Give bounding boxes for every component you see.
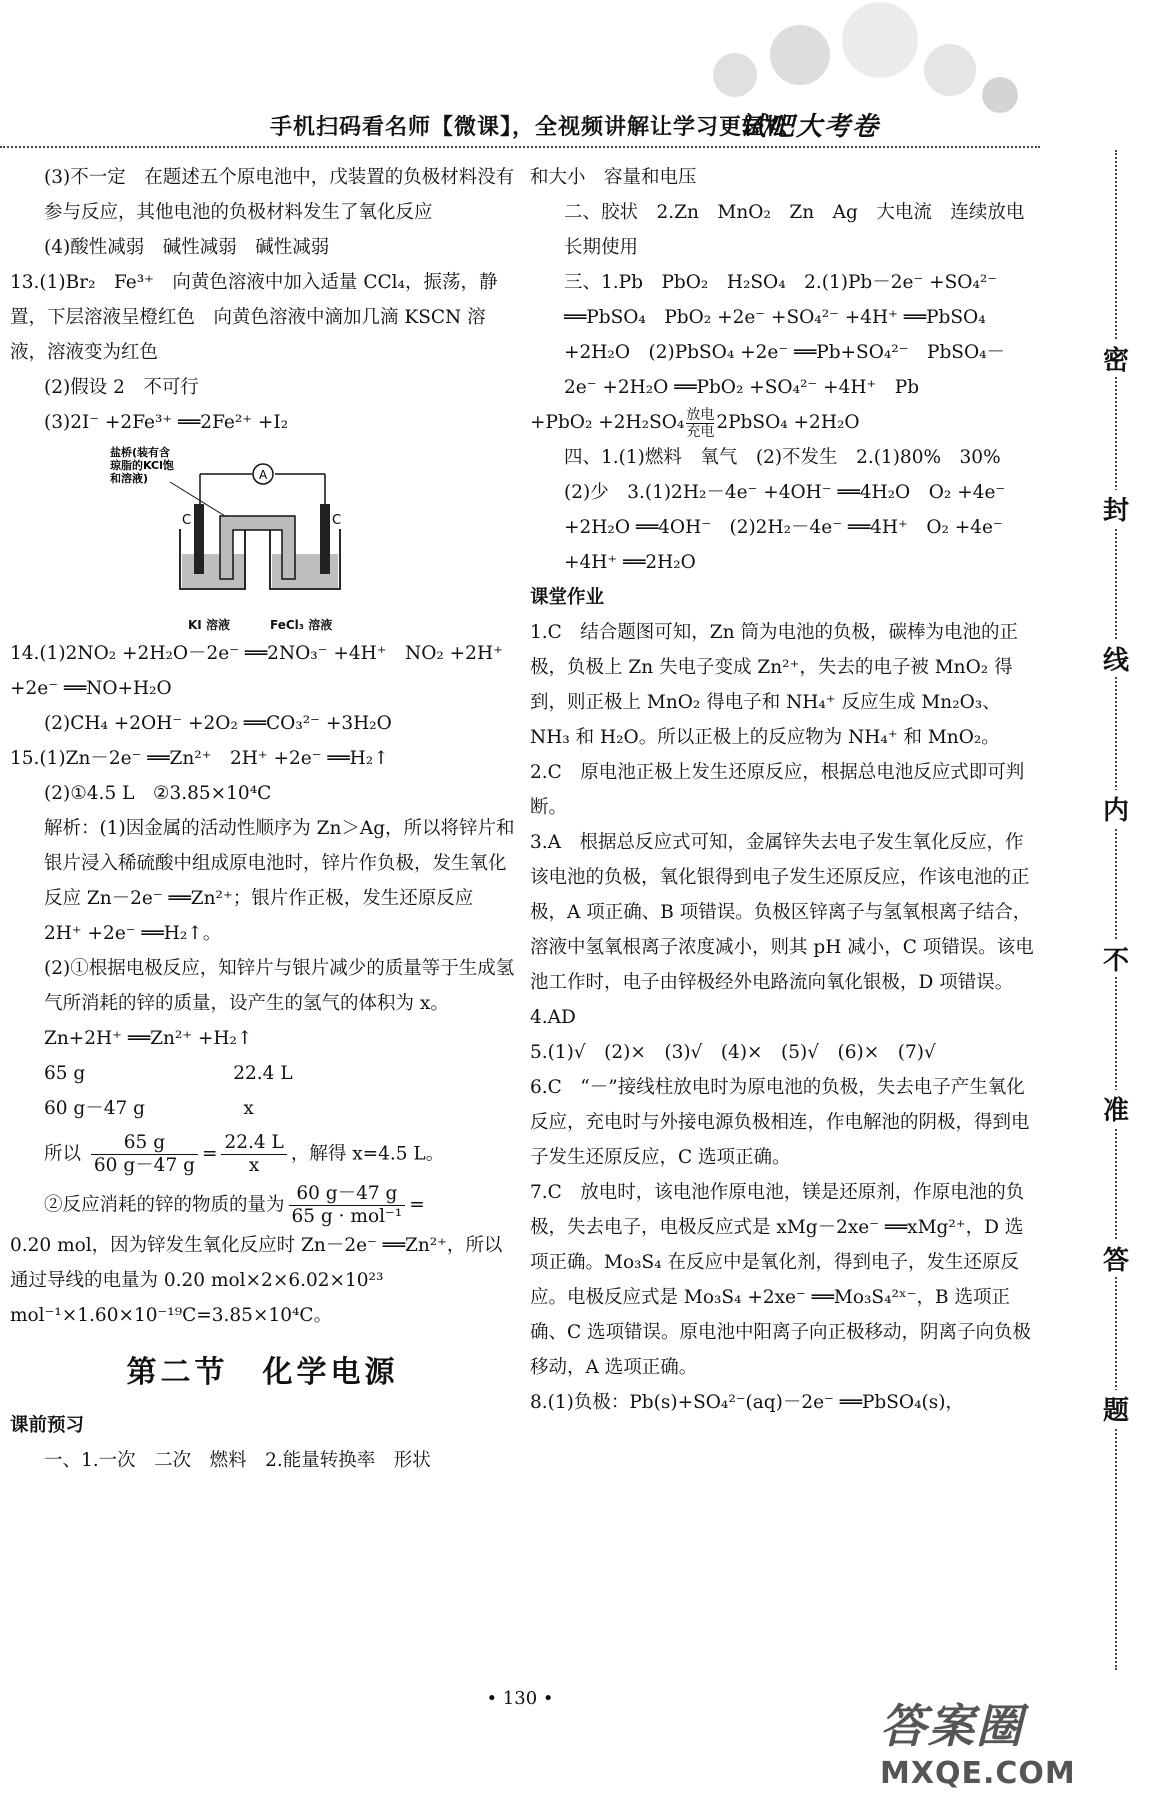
- binding-char: 题: [1090, 1390, 1142, 1427]
- svg-text:琼脂的KCl饱: 琼脂的KCl饱: [110, 459, 174, 472]
- section-title: 第二节 化学电源: [126, 1355, 399, 1390]
- answer-13-3: (3)2I⁻ +2Fe³⁺ ══2Fe²⁺ +I₂: [44, 412, 289, 433]
- header-brand: 试吧大考卷: [740, 112, 881, 142]
- galvanic-cell-diagram: [110, 444, 515, 636]
- binding-char: 线: [1090, 640, 1142, 677]
- classwork-2: 2.C 原电池正极上发生还原反应，根据总电池反应式即可判断。: [530, 762, 1025, 818]
- answer-15-2: (2)①4.5 L ②3.85×10⁴C: [44, 783, 272, 804]
- battery-equation: +PbO₂ +2H₂SO₄ 放电 充电 2PbSO₄ +2H₂O: [530, 406, 860, 440]
- moles-calc: ②反应消耗的锌的物质的量为 $\frac{60 g-47 g}{\text{65 g · mol⁻¹}}$ =: [44, 1183, 425, 1227]
- classwork-heading: 课堂作业: [530, 587, 605, 608]
- right-column: [530, 160, 1043, 1420]
- fraction-3: $\frac{60 g-47 g}{\text{65 g · mol⁻¹}}$: [289, 1183, 406, 1228]
- page-number: • 130 •: [486, 1688, 554, 1709]
- page-header: [0, 0, 1173, 150]
- right-solution-label: FeCl₃ 溶液: [270, 618, 333, 632]
- preview-1: 一、1.一次 二次 燃料 2.能量转换率 形状: [44, 1450, 431, 1471]
- preview-heading: 课前预习: [10, 1415, 85, 1436]
- quantity-row: 60 g－47 g x: [44, 1098, 254, 1119]
- reaction-equation: Zn+2H⁺ ══Zn²⁺ +H₂↑: [44, 1028, 253, 1049]
- analysis-2: (2)①根据电极反应，知锌片与银片减少的质量等于生成氢气所消耗的锌的质量，设产生的氢气的体积为 x。: [44, 958, 515, 1014]
- binding-char: 密: [1090, 340, 1142, 377]
- left-solution-label: KI 溶液: [188, 618, 230, 632]
- fraction-2: $\frac{22.4 L}{x}$: [221, 1132, 286, 1177]
- left-carbon-rod: [194, 504, 204, 574]
- left-electrode-label: C: [182, 513, 192, 528]
- preview-2: 二、胶状 2.Zn MnO₂ Zn Ag 大电流 连续放电 长期使用: [564, 202, 1043, 258]
- answer-13-2: (2)假设 2 不可行: [44, 377, 199, 398]
- binding-line: [1090, 150, 1160, 1670]
- binding-char: 封: [1090, 490, 1142, 527]
- binding-char: 答: [1090, 1240, 1142, 1277]
- preview-3: 三、1.Pb PbO₂ H₂SO₄ 2.(1)Pb－2e⁻ +SO₄²⁻ ══PbSO₄ PbO₂ +2e⁻ +SO₄²⁻ +4H⁺ ══PbSO₄ +2H₂O (2)PbSO₄ +2e⁻ ══Pb+SO₄²⁻ PbSO₄－2e⁻ +2H₂O ══PbO₂ +SO₄²⁻ +4H⁺ Pb: [564, 272, 1006, 398]
- classwork-3: 3.A 根据总反应式可知，金属锌失去电子发生氧化反应，作该电池的负极，氧化银得到电子发生还原反应，作该电池的正极，A 项正确、B 项错误。负极区锌离子与氢氧根离子结合，溶液中氢氧根离子浓度减小，则其 pH 减小，C 项错误。该电池工作时，电子由锌极经外电路流向氧化银极，D 项错误。: [530, 832, 1034, 993]
- analysis-1: 解析：(1)因金属的活动性顺序为 Zn＞Ag，所以将锌片和银片浸入稀硫酸中组成原电池时，锌片作负极，发生氧化反应 Zn－2e⁻ ══Zn²⁺；银片作正极，发生还原反应 2H⁺ +2e⁻ ══H₂↑。: [44, 818, 515, 944]
- ratio-calc: 所以 $\frac{65 g}{60 g-47 g}$ = $\frac{22.4 L}{x}$ ，解得 x=4.5 L。: [44, 1132, 445, 1176]
- binding-char: 不: [1090, 940, 1142, 977]
- fraction-1: $\frac{65 g}{60 g-47 g}$: [91, 1132, 198, 1177]
- header-slogan: 手机扫码看名师【微课】，全视频讲解让学习更轻松: [270, 115, 789, 140]
- preview-1-cont: 和大小 容量和电压: [530, 167, 697, 188]
- answer-13-1: 13.(1)Br₂ Fe³⁺ 向黄色溶液中加入适量 CCl₄，振荡，静置，下层溶液呈橙红色 向黄色溶液中滴加几滴 KSCN 溶液，溶液变为红色: [10, 272, 498, 363]
- binding-dotted-line: [1115, 150, 1117, 1670]
- cell-figure: [110, 444, 350, 604]
- mass-row: 65 g 22.4 L: [44, 1063, 293, 1084]
- classwork-4: 4.AD: [530, 1007, 576, 1028]
- watermark-top: 答案圈: [880, 1699, 1024, 1753]
- header-rule: [0, 146, 1040, 148]
- preview-4: 四、1.(1)燃料 氧气 (2)不发生 2.(1)80% 30% (2)少 3.(1)2H₂－4e⁻ +4OH⁻ ══4H₂O O₂ +4e⁻ +2H₂O ══4OH⁻ (2)2H₂－4e⁻ ══4H⁺ O₂ +4e⁻ +4H⁺ ══2H₂O: [564, 447, 1020, 573]
- right-electrode-label: C: [332, 513, 342, 528]
- answer-15-1: 15.(1)Zn－2e⁻ ══Zn²⁺ 2H⁺ +2e⁻ ══H₂↑: [10, 748, 389, 769]
- answer-12-4: (4)酸性减弱 碱性减弱 碱性减弱: [44, 237, 330, 258]
- classwork-6: 6.C “－”接线柱放电时为原电池的负极，失去电子产生氧化反应，充电时与外接电源负极相连，作电解池的阴极，得到电子发生还原反应，C 选项正确。: [530, 1077, 1030, 1168]
- binding-char: 内: [1090, 790, 1142, 827]
- watermark-bottom: MXQE.COM: [880, 1756, 1076, 1791]
- classwork-5: 5.(1)√ (2)× (3)√ (4)× (5)√ (6)× (7)√: [530, 1042, 936, 1063]
- charge-calc: 0.20 mol，因为锌发生氧化反应时 Zn－2e⁻ ══Zn²⁺，所以通过导线的电量为 0.20 mol×2×6.02×10²³ mol⁻¹×1.60×10⁻¹⁹C=3.85×10⁴C。: [10, 1235, 503, 1326]
- classwork-8: 8.(1)负极：Pb(s)+SO₄²⁻(aq)－2e⁻ ══PbSO₄(s)，: [530, 1392, 964, 1413]
- answer-14-2: (2)CH₄ +2OH⁻ +2O₂ ══CO₃²⁻ +3H₂O: [44, 713, 392, 734]
- classwork-7: 7.C 放电时，该电池作原电池，镁是还原剂，作原电池的负极，失去电子，电极反应式是 xMg－2xe⁻ ══xMg²⁺，D 选项正确。Mo₃S₄ 在反应中是氧化剂，得到电子，发生还原反应。电极反应式是 Mo₃S₄ +2xe⁻ ══Mo₃S₄²ˣ⁻，B 选项正确、C 选项错误。原电池中阳离子向正极移动，阴离子向负极移动，A 选项正确。: [530, 1182, 1032, 1378]
- classwork-1: 1.C 结合题图可知，Zn 筒为电池的负极，碳棒为电池的正极，负极上 Zn 失电子变成 Zn²⁺，失去的电子被 MnO₂ 得到，则正极上 MnO₂ 得电子和 NH₄⁺ 反应生成 Mn₂O₃、NH₃ 和 H₂O。所以正极上的反应物为 NH₄⁺ 和 MnO₂。: [530, 622, 1018, 748]
- svg-text:A: A: [259, 468, 268, 482]
- reversible-arrow: 放电 充电: [686, 406, 715, 440]
- salt-bridge-label: 盐桥(装有含: [110, 446, 171, 459]
- salt-bridge-tube: [220, 516, 295, 579]
- svg-text:和溶液): 和溶液): [110, 472, 149, 485]
- answer-14-1: 14.(1)2NO₂ +2H₂O－2e⁻ ══2NO₃⁻ +4H⁺ NO₂ +2H⁺ +2e⁻ ══NO+H₂O: [10, 643, 503, 699]
- binding-char: 准: [1090, 1090, 1142, 1127]
- left-column: [10, 160, 515, 1478]
- right-carbon-rod: [320, 504, 330, 574]
- watermark: [880, 1690, 1160, 1795]
- answer-12-3: (3)不一定 在题述五个原电池中，戊装置的负极材料没有参与反应，其他电池的负极材料发生了氧化反应: [44, 167, 515, 223]
